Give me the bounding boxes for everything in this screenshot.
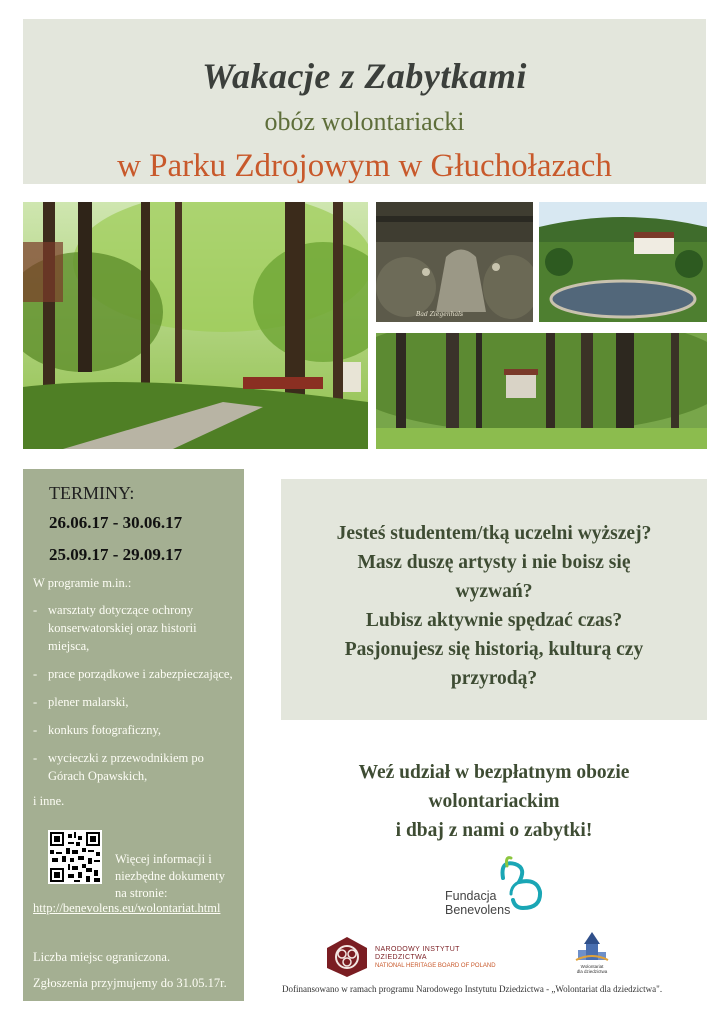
question-line: przyrodą? [450, 668, 538, 689]
sidebar-panel [23, 469, 244, 1001]
and-more-text: i inne. [33, 794, 65, 808]
postcard-caption: Bad Ziegenhals [416, 311, 464, 318]
question-line: Lubisz aktywnie spędzać czas? [365, 610, 623, 631]
program-list [33, 601, 238, 795]
list-item: - warsztaty dotyczące ochrony konserwatorskiej oraz historii miejsca, [33, 603, 197, 653]
list-item: - konkurs fotograficzny, [33, 723, 162, 737]
photo-forest [376, 333, 707, 449]
fundacja-text: Fundacja Benevolens [445, 889, 511, 917]
call-to-action-line: i dbaj z nami o zabytki! [395, 820, 593, 841]
program-intro: W programie m.in.: [33, 576, 132, 590]
poster-location: w Parku Zdrojowym w Głuchołazach [117, 148, 612, 184]
term-date-1: 26.06.17 - 30.06.17 [49, 513, 183, 532]
wolontariat-logo [572, 930, 612, 975]
nid-logo [325, 936, 525, 978]
limited-places-text: Liczba miejsc ograniczona. [33, 950, 171, 964]
nid-name: NARODOWY INSTYTUT DZIEDZICTWA [375, 946, 460, 961]
call-to-action-line: Weź udział w bezpłatnym obozie [358, 762, 630, 783]
question-line: Masz duszę artysty i nie boisz się [357, 552, 631, 573]
heritage-building-icon [572, 930, 612, 964]
question-line: Pasjonujesz się historią, kulturą czy [344, 639, 644, 660]
poster-subtitle: obóz wolontariacki [264, 107, 465, 136]
nid-english-name: NATIONAL HERITAGE BOARD OF POLAND [375, 963, 496, 969]
more-info-text: Więcej informacji i niezbędne dokumenty na stronie: [115, 852, 226, 900]
poster-header [23, 19, 706, 184]
photo-park-pond [539, 202, 707, 322]
terms-label: TERMINY: [49, 483, 135, 503]
qr-code[interactable] [48, 830, 102, 884]
term-date-2: 25.09.17 - 29.09.17 [49, 545, 183, 564]
question-line: Jesteś studentem/tką uczelni wyższej? [336, 523, 652, 544]
photo-historic-postcard [376, 202, 533, 322]
photo-forest-path [23, 202, 368, 449]
fundacja-benevolens-logo [445, 856, 560, 916]
poster-title: Wakacje z Zabytkami [202, 56, 527, 96]
list-item: - prace porządkowe i zabezpieczające, [33, 667, 233, 681]
application-deadline: Zgłoszenia przyjmujemy do 31.05.17r. [33, 976, 227, 990]
call-to-action-line: wolontariackim [428, 791, 560, 812]
questions-box [281, 479, 707, 720]
nid-emblem-icon [325, 936, 369, 978]
info-link[interactable]: http://benevolens.eu/wolontariat.html [33, 901, 221, 915]
wolontariat-text: Wolontariat dla dziedzictwa [576, 964, 608, 974]
funding-footer: Dofinansowano w ramach programu Narodowego Instytutu Dziedzictwa - „Wolontariat dla dziedzictwa". [282, 984, 663, 994]
list-item: - wycieczki z przewodnikiem po Górach Opawskich, [33, 751, 204, 783]
list-item: - plener malarski, [33, 695, 129, 709]
question-line: wyzwań? [455, 581, 533, 602]
